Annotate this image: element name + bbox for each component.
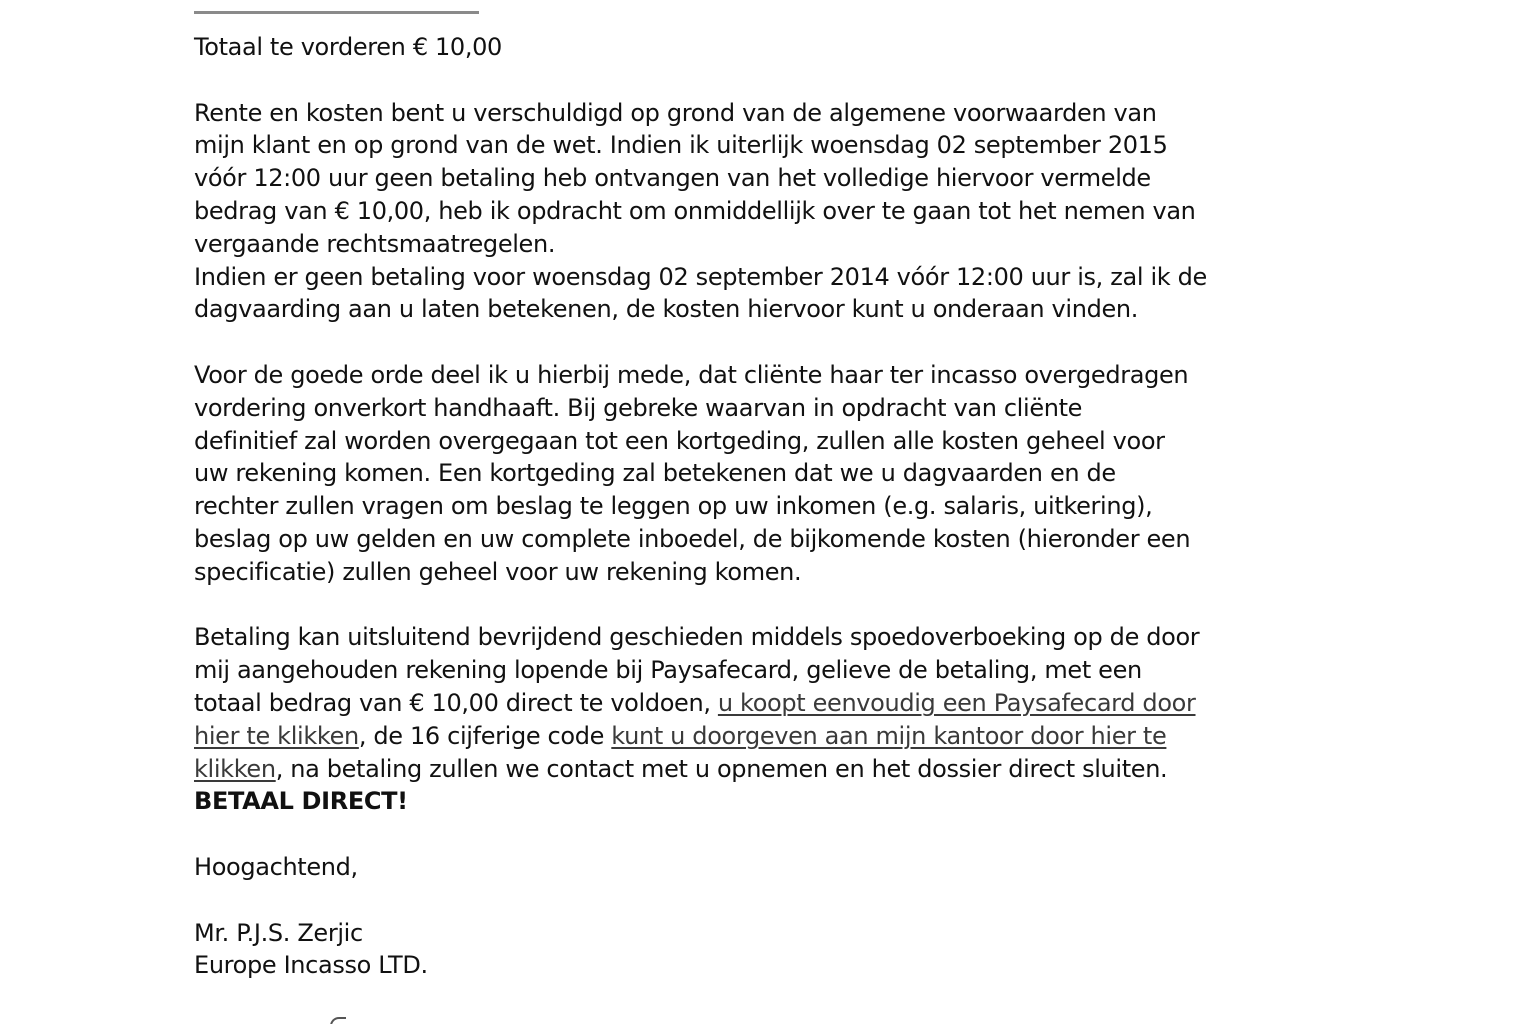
text-line: mijn klant en op grond van de wet. Indien ik uiterlijk woensdag 02 september 2015	[194, 131, 1168, 160]
pay-now-text: BETAAL DIRECT!	[194, 787, 408, 816]
closing-paragraph	[194, 851, 1304, 884]
text-line: mij aangehouden rekening lopende bij Paysafecard, gelieve de betaling, met een	[194, 656, 1142, 685]
text-line: Indien er geen betaling voor woensdag 02 september 2014 vóór 12:00 uur is, zal ik de	[194, 262, 1207, 291]
cropped-content-fragment	[330, 1017, 346, 1024]
paragraph-payment-instructions	[194, 621, 1304, 818]
text-line: Voor de goede orde deel ik u hierbij mede, dat cliënte haar ter incasso overgedragen	[194, 360, 1189, 389]
horizontal-divider	[194, 11, 479, 14]
text-run: , de 16 cijferige code	[358, 721, 612, 750]
text-line: vóór 12:00 uur geen betaling heb ontvangen van het volledige hiervoor vermelde	[194, 164, 1151, 193]
text-run: , na betaling zullen we contact met u opnemen en het dossier direct sluiten.	[275, 754, 1168, 783]
text-line: specificatie) zullen geheel voor uw rekening komen.	[194, 557, 802, 586]
total-amount-text: Totaal te vorderen € 10,00	[194, 33, 502, 61]
email-body	[194, 31, 1304, 1015]
text-line: definitief zal worden overgegaan tot een kortgeding, zullen alle kosten geheel voor	[194, 426, 1165, 455]
submit-code-link-continued[interactable]: klikken	[194, 754, 276, 783]
paragraph-interest-costs	[194, 97, 1304, 327]
text-line	[194, 687, 1304, 720]
text-line: Betaling kan uitsluitend bevrijdend geschieden middels spoedoverboeking op de door	[194, 623, 1200, 652]
buy-paysafecard-link[interactable]: u koopt eenvoudig een Paysafecard door	[717, 688, 1196, 717]
buy-paysafecard-link-continued[interactable]: hier te klikken	[194, 721, 359, 750]
paragraph-legal-action	[194, 359, 1304, 589]
text-line: vergaande rechtsmaatregelen.	[194, 229, 556, 258]
text-line: dagvaarding aan u laten betekenen, de kosten hiervoor kunt u onderaan vinden.	[194, 295, 1139, 324]
total-line	[194, 31, 1304, 64]
text-line: uw rekening komen. Een kortgeding zal betekenen dat we u dagvaarden en de	[194, 459, 1116, 488]
text-line: beslag op uw gelden en uw complete inboedel, de bijkomende kosten (hieronder een	[194, 524, 1191, 553]
text-line: bedrag van € 10,00, heb ik opdracht om onmiddellijk over te gaan tot het nemen van	[194, 196, 1196, 225]
signer-name: Mr. P.J.S. Zerjic	[194, 918, 363, 947]
text-line	[194, 753, 1304, 786]
text-line	[194, 720, 1304, 753]
text-line: Rente en kosten bent u verschuldigd op grond van de algemene voorwaarden van	[194, 98, 1157, 127]
signature-block	[194, 917, 1304, 983]
submit-code-link[interactable]: kunt u doorgeven aan mijn kantoor door hier te	[611, 721, 1167, 750]
text-run: totaal bedrag van € 10,00 direct te voldoen,	[194, 688, 718, 717]
text-line: rechter zullen vragen om beslag te leggen op uw inkomen (e.g. salaris, uitkering),	[194, 492, 1153, 521]
closing-salutation: Hoogachtend,	[194, 852, 358, 881]
text-line: vordering onverkort handhaaft. Bij gebreke waarvan in opdracht van cliënte	[194, 393, 1083, 422]
signer-company: Europe Incasso LTD.	[194, 951, 428, 980]
